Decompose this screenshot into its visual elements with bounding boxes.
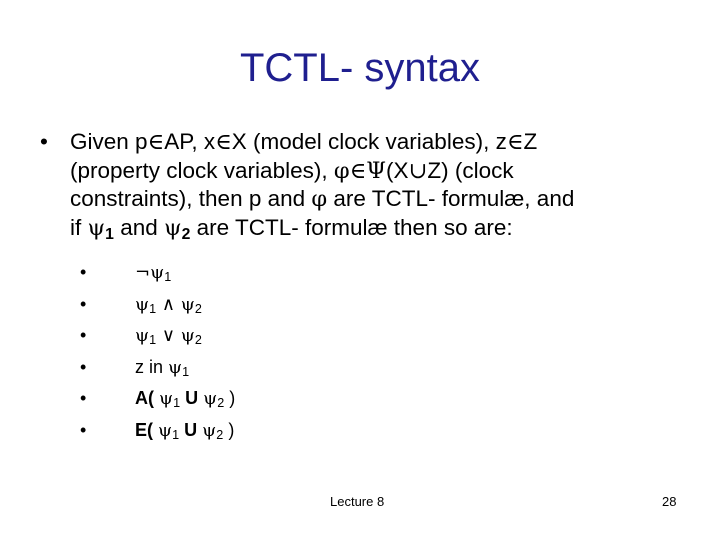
main-bullet-line-2: (property clock variables), φ∈Ψ(X∪Z) (clock — [70, 157, 514, 184]
bullet-dot: • — [80, 262, 87, 282]
main-bullet — [40, 128, 710, 242]
slide-title: TCTL- syntax — [239, 46, 481, 90]
list-item — [80, 323, 480, 355]
main-bullet-text — [70, 128, 710, 242]
formula: A( $\psi_1$ U $\psi_2$ ) — [135, 388, 236, 411]
formula: $\neg\psi_1$ — [135, 262, 172, 285]
bullet-dot: • — [80, 388, 87, 408]
main-bullet-line-3: constraints), then p and φ are TCTL- formulæ, and — [70, 186, 575, 212]
list-item — [80, 418, 480, 450]
bullet-dot: • — [80, 293, 87, 314]
formula: z in $\psi_1$ — [135, 356, 190, 379]
bullet-dot: • — [80, 356, 87, 377]
list-item — [80, 260, 480, 292]
formula: E( $\psi_1$ U $\psi_2$ ) — [135, 419, 235, 442]
formula: $\psi_1$ ∧ $\psi_2$ — [135, 293, 202, 316]
footer-lecture: Lecture 8 — [330, 494, 385, 509]
bullet-dot: • — [80, 325, 87, 345]
bullet-dot: • — [40, 129, 48, 154]
main-bullet-line-1: Given p∈AP, x∈X (model clock variables), z∈Z — [70, 129, 538, 155]
formula-list — [80, 260, 480, 449]
main-bullet-line-4: if $\psi_1$ and $\psi_2$ are TCTL- formulæ then so are: — [70, 214, 513, 243]
list-item — [80, 355, 480, 387]
page-number: 28 — [662, 494, 677, 509]
list-item — [80, 386, 480, 418]
formula: $\psi_1$ ∨ $\psi_2$ — [135, 325, 202, 348]
list-item — [80, 292, 480, 324]
bullet-dot: • — [80, 419, 87, 440]
